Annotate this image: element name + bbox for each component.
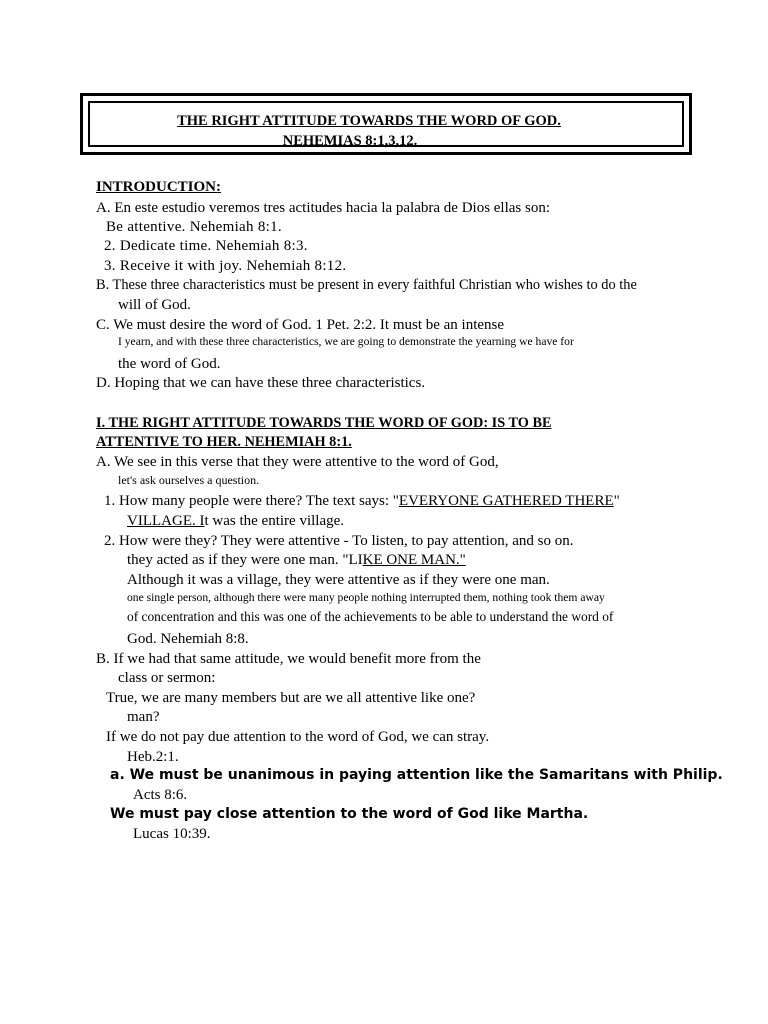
section1-heading-text-1: I. THE RIGHT ATTITUDE TOWARDS THE WORD OF GOD: IS TO BE — [96, 415, 552, 431]
section1-point-b-line6: Heb.2:1. — [127, 749, 179, 765]
intro-point-b-line2: will of God. — [118, 297, 191, 313]
subpoint-a-line2: Acts 8:6. — [133, 787, 188, 803]
subpoint-a-line1: a. We must be unanimous in paying attention like the Samaritans with Philip. — [110, 767, 723, 783]
section1-point-b-line2: class or sermon: — [118, 670, 216, 686]
question-2-text: they acted as if they were one man. "LI — [127, 552, 363, 568]
document-subtitle: NEHEMIAS 8:1,3,12. — [282, 133, 418, 149]
title-line-2 — [90, 133, 682, 150]
intro-point-c-line2: I yearn, and with these three characteristics, we are going to demonstrate the yearning we have for — [118, 335, 574, 348]
subpoint-b-line1: We must pay close attention to the word of God like Martha. — [110, 806, 589, 822]
question-2-line1: 2. How were they? They were attentive - To listen, to pay attention, and so on. — [104, 533, 574, 549]
question-2-line5: of concentration and this was one of the achievements to be able to understand the word of — [127, 609, 614, 624]
intro-item-2: 2. Dedicate time. Nehemiah 8:3. — [104, 238, 308, 254]
question-2-line4: one single person, although there were many people nothing interrupted them, nothing took them away — [127, 591, 605, 604]
question-1-line1 — [104, 492, 620, 510]
question-1-close-quote: " — [613, 493, 620, 509]
section1-point-b-line1: B. If we had that same attitude, we would benefit more from the — [96, 651, 481, 667]
intro-point-a: A. En este estudio veremos tres actitudes hacia la palabra de Dios ellas son: — [96, 200, 551, 216]
question-1-quote: EVERYONE GATHERED THERE — [398, 493, 614, 509]
question-2-line6: God. Nehemiah 8:8. — [127, 631, 249, 647]
subpoint-b-line2: Lucas 10:39. — [133, 826, 211, 842]
section1-point-b-line4: man? — [127, 709, 160, 725]
section1-heading-line2: ATTENTIVE TO HER. NEHEMIAH 8:1. — [96, 434, 352, 450]
intro-point-b-line1: B. These three characteristics must be present in every faithful Christian who wishes to do the — [96, 277, 637, 293]
title-line-1 — [90, 113, 682, 130]
section1-point-a-line2: let's ask ourselves a question. — [118, 473, 260, 487]
section1-heading-line1 — [96, 414, 572, 432]
question-1-village-rest: t was the entire village. — [204, 513, 345, 529]
intro-item-3: 3. Receive it with joy. Nehemiah 8:12. — [104, 258, 347, 274]
question-1-village: VILLAGE. I — [127, 513, 205, 529]
intro-item-1: Be attentive. Nehemiah 8:1. — [106, 219, 282, 235]
intro-point-d: D. Hoping that we can have these three characteristics. — [96, 375, 426, 391]
question-2-line3: Although it was a village, they were attentive as if they were one man. — [127, 572, 550, 588]
section1-point-b-line3: True, we are many members but are we all attentive like one? — [106, 690, 476, 706]
section1-point-b-line5: If we do not pay due attention to the word of God, we can stray. — [106, 729, 490, 745]
section1-point-a-line1: A. We see in this verse that they were attentive to the word of God, — [96, 454, 499, 470]
question-1-text: 1. How many people were there? The text says: " — [104, 493, 399, 509]
title-box — [80, 93, 692, 155]
intro-point-c-line3: the word of God. — [118, 356, 221, 372]
question-1-line2 — [127, 512, 344, 530]
question-2-quote: KE ONE MAN." — [362, 552, 466, 568]
document-title: THE RIGHT ATTITUDE TOWARDS THE WORD OF GOD. — [177, 113, 561, 129]
title-box-inner-border — [88, 101, 684, 147]
question-2-line2 — [127, 551, 586, 569]
intro-point-c-line1: C. We must desire the word of God. 1 Pet. 2:2. It must be an intense — [96, 317, 505, 333]
intro-heading: INTRODUCTION: — [96, 179, 222, 195]
